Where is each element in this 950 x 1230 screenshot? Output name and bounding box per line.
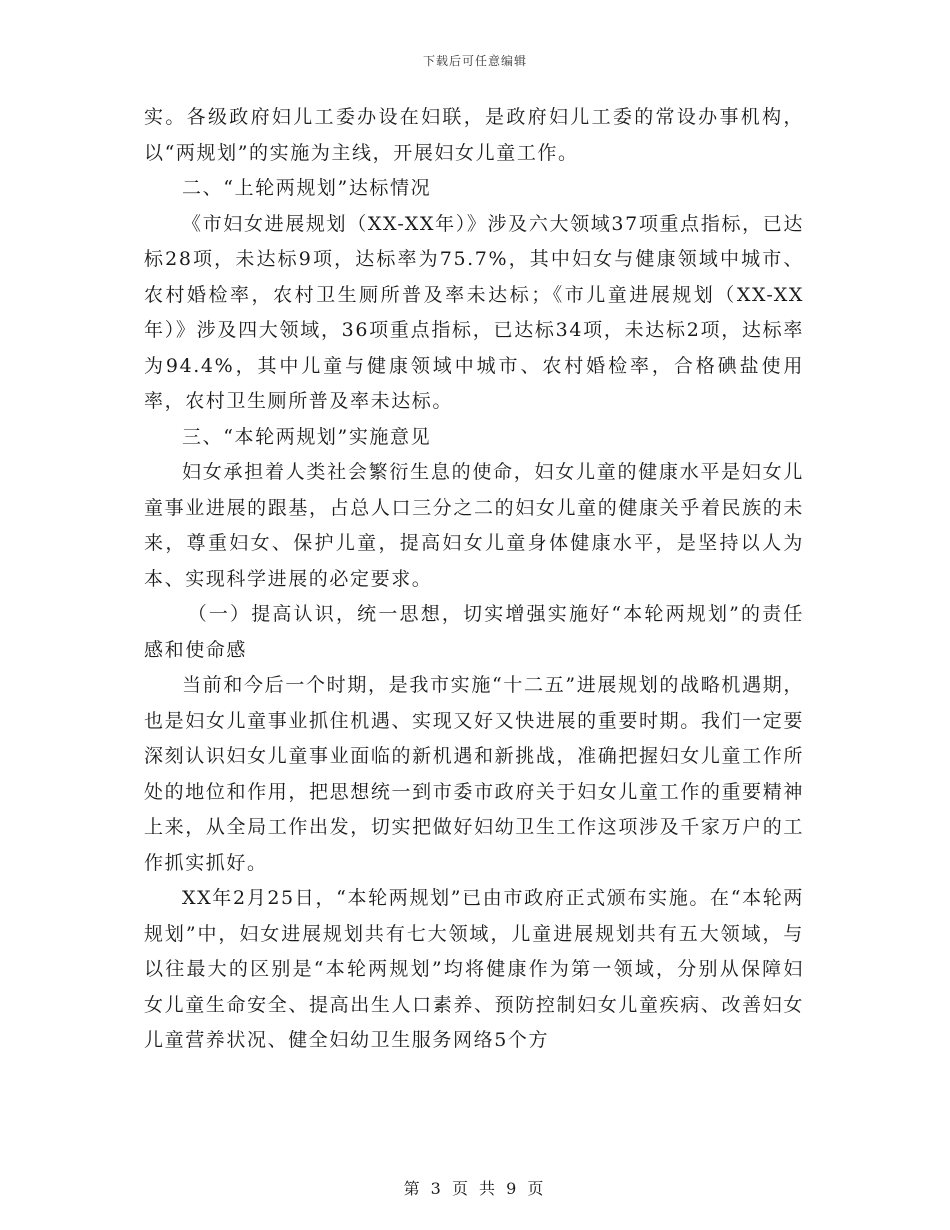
page-header: 下载后可任意编辑 xyxy=(422,54,527,68)
paragraph-implementation: XX年2月25日，“本轮两规划”已由市政府正式颁布实施。在“本轮两规划”中，妇女进展规划共有七大领域，儿童进展规划共有五大领域，与以往最大的区别是“本轮两规划”均将健康作为第一领域，分别从保障妇女儿童生命安全、提高出生人口素养、预防控制妇女儿童疾病、改善妇女儿童营养状况、健全妇幼卫生服务网络5个方 xyxy=(144,887,804,1051)
paragraph-targets: 《市妇女进展规划（XX-XX年）》涉及六大领域37项重点指标，已达标28项，未达标9项，达标率为75.7%，其中妇女与健康领域中城市、农村婚检率，农村卫生厕所普及率未达标；《市儿童进展规划（XX-XX年）》涉及四大领域，36项重点指标，已达标34项，未达标2项，达标率为94.4%，其中儿童与健康领域中城市、农村婚检率，合格碘盐使用率，农村卫生厕所普及率未达标。 xyxy=(144,212,804,412)
paragraph-continuation: 实。各级政府妇儿工委办设在妇联，是政府妇儿工委的常设办事机构，以“两规划”的实施为主线，开展妇女儿童工作。 xyxy=(144,106,804,164)
subsection-heading-1: （一）提高认识，统一思想，切实增强实施好“本轮两规划”的责任感和使命感 xyxy=(144,603,804,661)
section-heading-3: 三、“本轮两规划”实施意见 xyxy=(182,425,432,448)
page-number: 第 3 页 共 9 页 xyxy=(403,1179,547,1198)
paragraph-health: 妇女承担着人类社会繁衍生息的使命，妇女儿童的健康水平是妇女儿童事业进展的跟基，占总人口三分之二的妇女儿童的健康关乎着民族的未来，尊重妇女、保护儿童，提高妇女儿童身体健康水平，是坚持以人为本、实现科学进展的必定要求。 xyxy=(144,461,804,590)
document-body xyxy=(144,100,804,1059)
section-heading-2: 二、“上轮两规划”达标情况 xyxy=(182,177,432,199)
paragraph-opportunity: 当前和今后一个时期，是我市实施“十二五”进展规划的战略机遇期，也是妇女儿童事业抓住机遇、实现又好又快进展的重要时期。我们一定要深刻认识妇女儿童事业面临的新机遇和新挑战，准确把握妇女儿童工作所处的地位和作用，把思想统一到市委市政府关于妇女儿童工作的重要精神上来，从全局工作出发，切实把做好妇幼卫生工作这项涉及千家万户的工作抓实抓好。 xyxy=(144,674,804,874)
